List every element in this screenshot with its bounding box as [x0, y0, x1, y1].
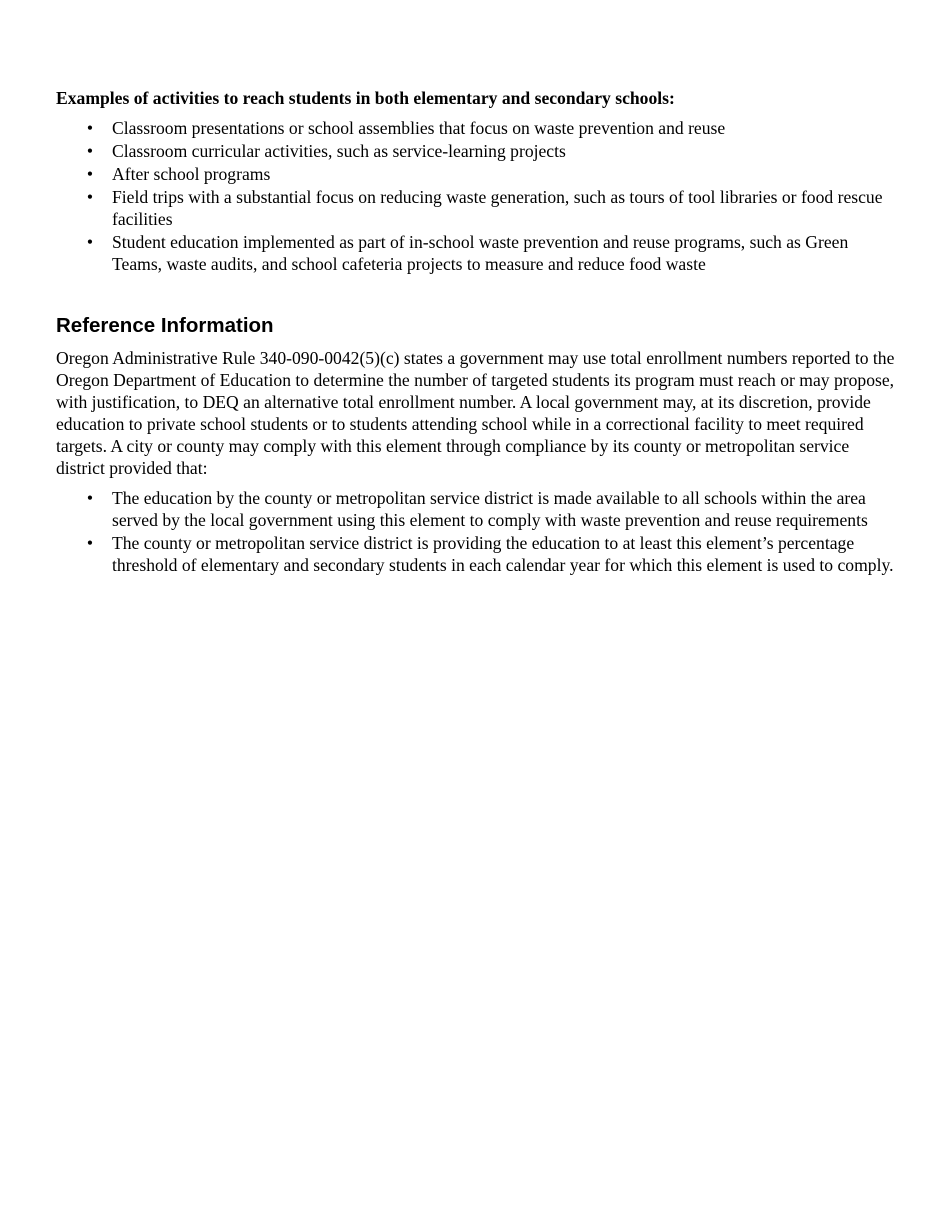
list-item: [56, 532, 896, 576]
list-item: [56, 163, 896, 185]
activities-list: [56, 117, 896, 275]
bullet-icon: •: [86, 118, 94, 138]
bullet-icon: •: [86, 488, 94, 508]
list-item: [56, 487, 896, 531]
bullet-icon: •: [86, 533, 94, 553]
activities-heading: Examples of activities to reach students in both elementary and secondary schools:: [56, 88, 675, 108]
list-item: [56, 140, 896, 162]
list-item-text: The county or metropolitan service district is providing the education to at least this element’s percentage threshold of elementary and secondary students in each calendar year for which this element is used to comply.: [112, 533, 894, 575]
bullet-icon: •: [86, 187, 94, 207]
list-item-text: Field trips with a substantial focus on reducing waste generation, such as tours of tool libraries or food rescue facilities: [112, 187, 883, 229]
bullet-icon: •: [86, 232, 94, 252]
list-item-text: Classroom curricular activities, such as service-learning projects: [112, 141, 566, 161]
list-item: [56, 231, 896, 275]
reference-paragraph: Oregon Administrative Rule 340-090-0042(5)(c) states a government may use total enrollment numbers reported to the Oregon Department of Education to determine the number of targeted students its program must reach or may propose, with justification, to DEQ an alternative total enrollment number. A local government may, at its discretion, provide education to private school students or to students attending school while in a correctional facility to meet required targets. A city or county may comply with this element through compliance by its county or metropolitan service district provided that:: [56, 348, 895, 478]
list-item: [56, 117, 896, 139]
document-page: [56, 87, 896, 577]
list-item-text: Student education implemented as part of in-school waste prevention and reuse programs, such as Green Teams, waste audits, and school cafeteria projects to measure and reduce food waste: [112, 232, 849, 274]
reference-heading: Reference Information: [56, 314, 274, 337]
reference-list: [56, 487, 896, 576]
bullet-icon: •: [86, 141, 94, 161]
list-item-text: Classroom presentations or school assemblies that focus on waste prevention and reuse: [112, 118, 726, 138]
bullet-icon: •: [86, 164, 94, 184]
list-item-text: After school programs: [112, 164, 271, 184]
list-item: [56, 186, 896, 230]
list-item-text: The education by the county or metropolitan service district is made available to all schools within the area served by the local government using this element to comply with waste prevention and reuse requirements: [112, 488, 868, 530]
